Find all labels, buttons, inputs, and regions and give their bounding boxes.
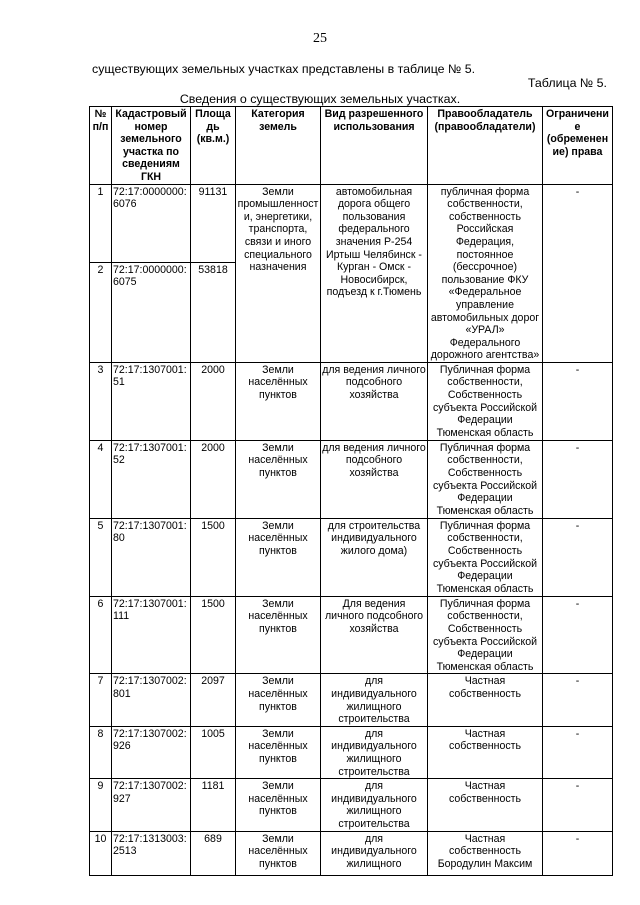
row-number: 9 <box>90 779 112 831</box>
permitted-use: для индивидуального жилищного строительства <box>321 779 428 831</box>
restriction: - <box>543 518 613 596</box>
permitted-use: для индивидуального жилищного строительства <box>321 674 428 726</box>
permitted-use: для строительства индивидуального жилого дома) <box>321 518 428 596</box>
row-number: 10 <box>90 831 112 875</box>
area: 2000 <box>191 362 236 440</box>
land-category: Земли населённых пунктов <box>236 518 321 596</box>
owner: Публичная форма собственности, Собственность субъекта Российской Федерации Тюменская область <box>428 596 543 674</box>
row-number: 5 <box>90 518 112 596</box>
land-category: Земли населённых пунктов <box>236 726 321 778</box>
intro-text: существующих земельных участках представлены в таблице № 5. <box>92 62 476 76</box>
area: 2097 <box>191 674 236 726</box>
cadastral-number: 72:17:1307002:801 <box>112 674 191 726</box>
table-row <box>90 726 613 778</box>
area: 1500 <box>191 518 236 596</box>
header-cell: Кадастровый номер земельного участка по сведениям ГКН <box>112 107 191 185</box>
row-number: 4 <box>90 440 112 518</box>
restriction: - <box>543 596 613 674</box>
owner: Публичная форма собственности, Собственность субъекта Российской Федерации Тюменская область <box>428 518 543 596</box>
table-row <box>90 440 613 518</box>
permitted-use: Для ведения личного подсобного хозяйства <box>321 596 428 674</box>
restriction: - <box>543 362 613 440</box>
restriction: - <box>543 726 613 778</box>
land-category: Земли населённых пунктов <box>236 779 321 831</box>
area: 91131 <box>191 184 236 262</box>
land-category: Земли промышленности, энергетики, транспорта, связи и иного специального назначения <box>236 184 321 362</box>
owner: Публичная форма собственности, Собственность субъекта Российской Федерации Тюменская область <box>428 440 543 518</box>
cadastral-number: 72:17:0000000:6075 <box>112 262 191 362</box>
permitted-use: для ведения личного подсобного хозяйства <box>321 362 428 440</box>
table-header-row <box>90 107 613 185</box>
table-row <box>90 184 613 262</box>
restriction: - <box>543 831 613 875</box>
cadastral-number: 72:17:1307002:927 <box>112 779 191 831</box>
area: 53818 <box>191 262 236 362</box>
cadastral-number: 72:17:0000000:6076 <box>112 184 191 262</box>
table-caption: Сведения о существующих земельных участках. <box>179 92 461 106</box>
owner: Публичная форма собственности, Собственность субъекта Российской Федерации Тюменская область <box>428 362 543 440</box>
land-category: Земли населённых пунктов <box>236 596 321 674</box>
table-row <box>90 779 613 831</box>
row-number: 1 <box>90 184 112 262</box>
land-category: Земли населённых пунктов <box>236 674 321 726</box>
owner: публичная форма собственности, собственность Российская Федерация, постоянное (бессрочное) пользование ФКУ «Федеральное управление автомобильных дорог «УРАЛ» Федерального дорожного агентства» <box>428 184 543 362</box>
cadastral-number: 72:17:1313003:2513 <box>112 831 191 875</box>
land-category: Земли населённых пунктов <box>236 440 321 518</box>
table-row <box>90 674 613 726</box>
restriction: - <box>543 184 613 362</box>
owner: Частная собственность <box>428 726 543 778</box>
area: 1005 <box>191 726 236 778</box>
cadastral-number: 72:17:1307001:51 <box>112 362 191 440</box>
header-cell: Категория земель <box>236 107 321 185</box>
owner: Частная собственность <box>428 779 543 831</box>
page-number: 25 <box>313 31 327 46</box>
cadastral-number: 72:17:1307001:52 <box>112 440 191 518</box>
area: 2000 <box>191 440 236 518</box>
permitted-use: для ведения личного подсобного хозяйства <box>321 440 428 518</box>
cadastral-number: 72:17:1307002:926 <box>112 726 191 778</box>
area: 1500 <box>191 596 236 674</box>
header-cell: Площадь (кв.м.) <box>191 107 236 185</box>
header-cell: Правообладатель (правообладатели) <box>428 107 543 185</box>
row-number: 3 <box>90 362 112 440</box>
permitted-use: автомобильная дорога общего пользования федерального значения Р-254 Иртыш Челябинск - Курган - Омск - Новосибирск, подъезд к г.Тюмень <box>321 184 428 362</box>
cadastral-number: 72:17:1307001:111 <box>112 596 191 674</box>
table-row <box>90 831 613 875</box>
permitted-use: для индивидуального жилищного строительства <box>321 726 428 778</box>
restriction: - <box>543 674 613 726</box>
land-plots-table <box>89 106 613 876</box>
area: 1181 <box>191 779 236 831</box>
row-number: 2 <box>90 262 112 362</box>
permitted-use: для индивидуального жилищного <box>321 831 428 875</box>
cadastral-number: 72:17:1307001:80 <box>112 518 191 596</box>
table-row <box>90 362 613 440</box>
row-number: 8 <box>90 726 112 778</box>
land-category: Земли населённых пунктов <box>236 831 321 875</box>
header-cell: Ограничение (обременение) права <box>543 107 613 185</box>
table-row <box>90 518 613 596</box>
owner: Частная собственность Бородулин Максим <box>428 831 543 875</box>
owner: Частная собственность <box>428 674 543 726</box>
land-category: Земли населённых пунктов <box>236 362 321 440</box>
table-row <box>90 596 613 674</box>
row-number: 7 <box>90 674 112 726</box>
header-cell: Вид разрешенного использования <box>321 107 428 185</box>
table-number: Таблица № 5. <box>527 76 607 90</box>
restriction: - <box>543 440 613 518</box>
header-cell: № п/п <box>90 107 112 185</box>
restriction: - <box>543 779 613 831</box>
row-number: 6 <box>90 596 112 674</box>
area: 689 <box>191 831 236 875</box>
